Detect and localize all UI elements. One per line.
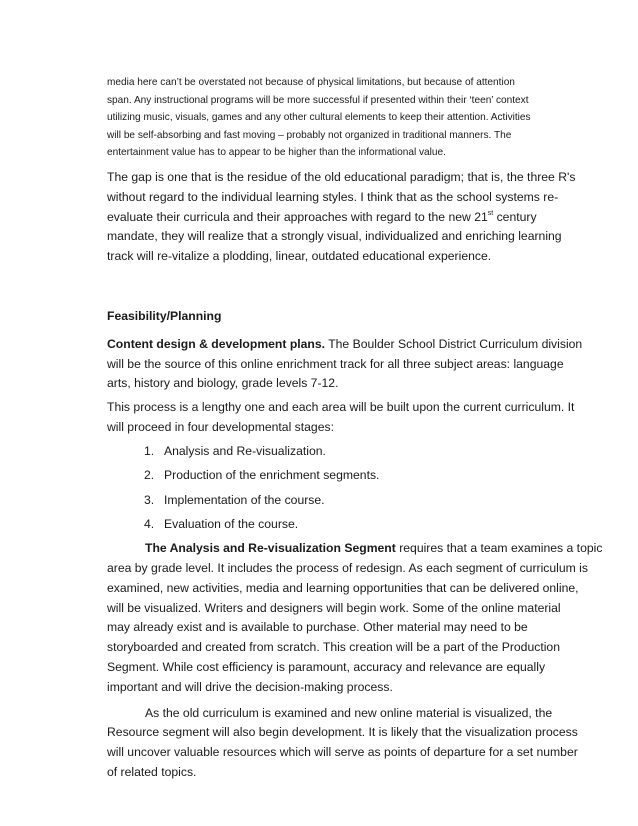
gap-line xyxy=(107,208,563,228)
gap-line: mandate, they will realize that a strongly visual, individualized and enriching learning xyxy=(107,229,562,244)
superscript-st: st xyxy=(487,209,494,217)
list-item xyxy=(107,466,563,486)
intro-line: span. Any instructional programs will be more successful if presented within their ‘teen’ context xyxy=(107,94,529,106)
resource-line: will uncover valuable resources which will serve as points of departure for a set number xyxy=(107,745,578,760)
document-page xyxy=(107,74,603,787)
stages-list xyxy=(107,442,563,535)
list-number: 3. xyxy=(144,492,155,507)
list-text: Implementation of the course. xyxy=(164,492,325,507)
analysis-line: examined, new activities, media and learning opportunities that can be delivered online, xyxy=(107,580,579,595)
analysis-line: Segment. While cost efficiency is paramount, accuracy and relevance are equally xyxy=(107,660,546,675)
resource-line: As the old curriculum is examined and new online material is visualized, the xyxy=(145,705,553,720)
analysis-line: important and will drive the decision-making process. xyxy=(107,679,393,694)
list-item xyxy=(107,515,563,535)
analysis-line: storyboarded and created from scratch. This creation will be a part of the Production xyxy=(107,640,560,655)
gap-line-text: century xyxy=(493,209,537,224)
intro-line: utilizing music, visuals, games and any other cultural elements to keep their attention. Activities xyxy=(107,112,531,124)
gap-line: track will re-vitalize a plodding, linear, outdated educational experience. xyxy=(107,249,492,264)
gap-line: without regard to the individual learning styles. I think that as the school systems re- xyxy=(107,189,559,204)
list-text: Production of the enrichment segments. xyxy=(164,468,380,483)
list-number: 4. xyxy=(144,516,155,531)
list-item xyxy=(107,442,563,462)
process-paragraph xyxy=(107,398,575,438)
list-item xyxy=(107,491,563,511)
content-design-text: The Boulder School District Curriculum division xyxy=(325,336,583,351)
process-line: This process is a lengthy one and each area will be built upon the current curriculum. It xyxy=(107,400,575,415)
list-text: Evaluation of the course. xyxy=(164,516,299,531)
analysis-line: area by grade level. It includes the process of redesign. As each segment of curriculum is xyxy=(107,561,588,576)
gap-line-text: evaluate their curricula and their approaches with regard to the new 21 xyxy=(107,209,488,224)
analysis-line: may already exist and is available to purchase. Other material may need to be xyxy=(107,620,528,635)
resource-line: of related topics. xyxy=(107,765,197,780)
gap-paragraph xyxy=(107,168,576,267)
process-line: will proceed in four developmental stages: xyxy=(107,419,334,434)
section-heading: Feasibility/Planning xyxy=(107,308,222,323)
analysis-bold: The Analysis and Re-visualization Segment xyxy=(145,541,396,556)
content-design-bold: Content design & development plans. xyxy=(107,336,326,351)
resource-paragraph xyxy=(107,704,578,783)
content-design-line: arts, history and biology, grade levels 7-12. xyxy=(107,376,339,391)
intro-line: entertainment value has to appear to be higher than the informational value. xyxy=(107,147,446,159)
resource-line: Resource segment will also begin development. It is likely that the visualization process xyxy=(107,725,578,740)
intro-line: media here can’t be overstated not because of physical limitations, but because of attention xyxy=(107,77,515,88)
intro-paragraph xyxy=(107,74,563,162)
content-design-line: will be the source of this online enrichment track for all three subject areas: language xyxy=(107,356,564,371)
content-design-paragraph xyxy=(107,335,583,394)
analysis-paragraph xyxy=(107,539,603,697)
content-design-line xyxy=(107,335,583,355)
list-text: Analysis and Re-visualization. xyxy=(164,443,326,458)
list-number: 2. xyxy=(144,468,155,483)
analysis-line xyxy=(107,539,603,559)
analysis-line: will be visualized. Writers and designers will begin work. Some of the online material xyxy=(107,600,561,615)
analysis-text: requires that a team examines a topic xyxy=(395,541,603,556)
intro-line: will be self-absorbing and fast moving – probably not organized in traditional manners. The xyxy=(107,129,512,141)
list-number: 1. xyxy=(144,443,155,458)
gap-line: The gap is one that is the residue of the old educational paradigm; that is, the three R's xyxy=(107,169,576,184)
